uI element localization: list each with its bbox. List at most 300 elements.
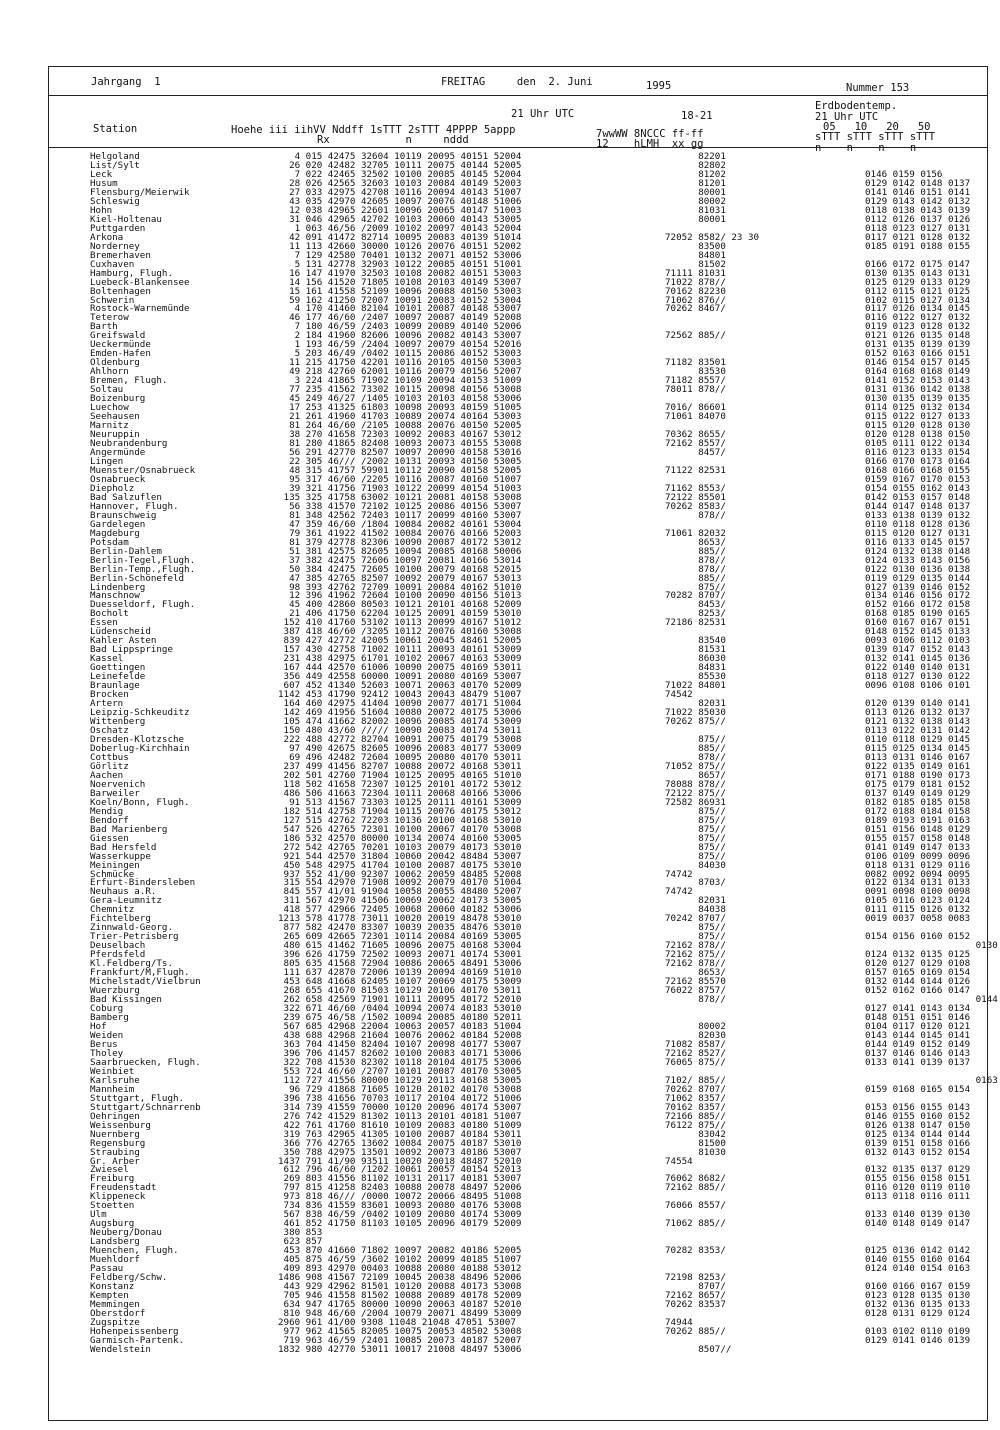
station-values: 142 469 41956 51604 10080 20072 40175 53006 — [278, 707, 522, 719]
station-values: 45 400 42860 80503 10121 20101 40168 52009 — [278, 599, 522, 611]
table-row — [90, 591, 980, 600]
station-name: Husum — [90, 177, 118, 189]
station-values: 319 763 42965 41305 10100 20087 40184 53011 — [278, 1128, 522, 1140]
soil-temperatures: 0117 0121 0128 0132 — [865, 231, 971, 243]
soil-temperatures: 0118 0138 0143 0139 — [865, 204, 971, 216]
station-values: 380 853 — [278, 1227, 323, 1239]
station-name: Weinbiet — [90, 1065, 135, 1077]
station-weather: 80001 — [665, 186, 726, 198]
table-row — [90, 421, 980, 430]
station-weather: 76062 8682/ — [665, 1173, 726, 1185]
station-weather: 76065 875// — [665, 1056, 726, 1068]
date-label: FREITAG den 2. Juni — [441, 76, 593, 88]
soil-temperatures: 0172 0188 0184 0158 — [865, 805, 971, 817]
soil-temperatures: 0182 0185 0185 0158 — [865, 796, 971, 808]
soil-temperatures: 0121 0126 0135 0148 — [865, 330, 971, 342]
station-values: 112 727 41556 80000 10129 20113 40168 53005 — [278, 1074, 522, 1086]
station-values: 37 382 42475 72606 10097 20081 40166 53014 — [278, 554, 522, 566]
station-values: 396 706 41457 82602 10100 20083 40171 53006 — [278, 1047, 522, 1059]
station-values: 164 460 42975 41404 10090 20077 40171 51004 — [278, 698, 522, 710]
soil-temperatures: 0122 0135 0149 0161 — [865, 760, 971, 772]
station-weather: 878// — [665, 554, 726, 566]
header-separator-bottom — [49, 147, 987, 148]
station-values: 272 542 42765 70201 10103 20079 40173 53010 — [278, 841, 522, 853]
station-values: 350 788 42975 13501 10092 20073 40186 53007 — [278, 1146, 522, 1158]
table-row — [90, 1192, 980, 1201]
station-values: 805 635 41568 72904 10086 20065 48491 53006 — [278, 958, 522, 970]
station-values: 422 761 41760 81610 10109 20083 40180 51009 — [278, 1119, 522, 1131]
table-row — [90, 349, 980, 358]
table-row — [90, 565, 980, 574]
station-name: Hamburg, Flugh. — [90, 267, 173, 279]
station-weather: 878// — [665, 994, 726, 1006]
station-name: Teterow — [90, 312, 129, 324]
station-values: 59 162 41250 72007 10091 20083 40152 53004 — [278, 294, 522, 306]
station-values: 11 215 41750 42201 10116 20105 40150 53003 — [278, 357, 522, 369]
station-name: Dresden-Klotzsche — [90, 733, 185, 745]
table-row — [90, 1094, 980, 1103]
station-weather: 8707/ — [665, 1281, 726, 1293]
station-name: Schleswig — [90, 195, 140, 207]
station-values: 553 724 46/60 /2707 10101 20087 40170 53005 — [278, 1065, 522, 1077]
station-values: 396 626 41759 72502 10093 20071 40174 53001 — [278, 949, 522, 961]
station-heading: Station — [93, 123, 138, 135]
table-row — [90, 260, 980, 269]
station-weather: 70282 8353/ — [665, 1245, 726, 1257]
station-weather: 81502 — [665, 258, 726, 270]
soil-temperatures: 0082 0092 0094 0095 — [865, 868, 971, 880]
station-name: Chemnitz — [90, 904, 135, 916]
station-weather: 875// — [665, 805, 726, 817]
station-name: Braunlage — [90, 680, 140, 692]
station-weather: 885// — [665, 742, 726, 754]
station-name: Hohenpeissenberg — [90, 1325, 179, 1337]
station-name: Boltenhagen — [90, 285, 151, 297]
station-weather: 71062 885// — [665, 1218, 726, 1230]
soil-temperatures: 0168 0166 0168 0155 — [865, 464, 971, 476]
station-values: 15 161 41558 52109 10096 20088 40150 53003 — [278, 285, 522, 297]
soil-temperatures: 0119 0129 0135 0144 — [865, 572, 971, 584]
station-values: 567 685 42968 22004 10063 20057 40183 51004 — [278, 1020, 522, 1032]
table-row — [90, 878, 980, 887]
soil-temperatures: 0105 0111 0122 0134 — [865, 438, 971, 449]
station-weather: 82030 — [665, 1029, 726, 1041]
station-name: Bad Hersfeld — [90, 841, 157, 853]
station-values: 1832 980 42770 53011 10017 21008 48497 53006 — [278, 1343, 522, 1355]
station-weather: 885// — [665, 545, 726, 557]
soil-temperatures: 0171 0188 0190 0173 — [865, 769, 971, 781]
station-name: Memmingen — [90, 1299, 140, 1310]
station-name: Berlin-Schönefeld — [90, 572, 185, 584]
soil-temperatures: 0129 0141 0146 0139 — [865, 1334, 971, 1346]
station-values: 461 852 41750 81103 10105 20096 40179 52009 — [278, 1218, 522, 1230]
station-values: 69 496 42482 72604 10095 20080 40170 53011 — [278, 751, 522, 763]
table-row — [90, 484, 980, 493]
table-row — [90, 986, 980, 995]
station-name: Tholey — [90, 1047, 124, 1059]
soil-temperatures: 0131 0135 0139 0139 — [865, 339, 971, 351]
soil-temperatures: 0131 0136 0142 0138 — [865, 384, 971, 396]
station-values: 49 218 42760 62001 10116 20079 40156 52007 — [278, 366, 522, 378]
station-values: 845 557 41/01 91904 10058 20055 48480 52007 — [278, 886, 522, 898]
soil-temperatures: 0103 0102 0110 0109 — [865, 1325, 971, 1337]
erdboden-n: n n n n — [815, 142, 917, 154]
station-weather: 72198 8253/ — [665, 1272, 726, 1284]
table-row — [90, 932, 980, 941]
station-name: Leipzig-Schkeuditz — [90, 707, 190, 719]
station-name: Greifswald — [90, 330, 146, 342]
station-name: Magdeburg — [90, 527, 140, 539]
station-name: Koeln/Bonn, Flugh. — [90, 796, 190, 808]
soil-temperatures: 0116 0120 0119 0110 — [865, 1182, 971, 1194]
table-row — [90, 511, 980, 520]
station-values: 877 582 42470 83307 10039 20035 48476 53010 — [278, 922, 522, 934]
table-row — [90, 1264, 980, 1273]
table-row — [90, 870, 980, 879]
table-row — [90, 663, 980, 672]
station-name: Stuttgart, Flugh. — [90, 1092, 185, 1104]
table-row — [90, 1219, 980, 1228]
table-row — [90, 977, 980, 986]
weather-report-page — [48, 66, 998, 1421]
station-weather: 72166 885// — [665, 1110, 726, 1122]
table-row — [90, 825, 980, 834]
station-name: Schwerin — [90, 294, 135, 306]
station-name: Barth — [90, 321, 118, 333]
station-name: Bad Salzuflen — [90, 491, 162, 503]
station-weather: 72562 885// — [665, 330, 726, 342]
soil-temperatures: 0122 0140 0140 0131 — [865, 662, 971, 674]
table-row — [90, 430, 980, 439]
soil-temperatures: 0128 0131 0129 0124 — [865, 1307, 971, 1319]
station-weather: 71082 8587/ — [665, 1038, 726, 1050]
soil-temperatures: 0116 0133 0145 0157 — [865, 536, 971, 548]
soil-temperatures: 0019 0037 0058 0083 — [865, 913, 971, 925]
station-values: 81 379 42778 82306 10090 20087 40172 53012 — [278, 536, 522, 548]
station-weather: 84831 — [665, 662, 726, 674]
station-values: 921 544 42570 31804 10060 20042 48484 53007 — [278, 850, 522, 862]
header-separator-top — [49, 95, 987, 96]
station-name: Freudenstadt — [90, 1182, 157, 1194]
year-label: 1995 — [646, 80, 672, 92]
station-name: Boizenburg — [90, 393, 146, 405]
station-weather: 71182 83501 — [665, 357, 726, 369]
station-name: Lüdenscheid — [90, 626, 151, 638]
table-row — [90, 1174, 980, 1183]
soil-temperatures: 0152 0162 0166 0147 — [865, 985, 971, 997]
station-weather: 70162 8357/ — [665, 1101, 726, 1113]
soil-temperatures: 0102 0115 0127 0134 — [865, 294, 971, 306]
soil-temperatures: 0125 0136 0142 0142 — [865, 1245, 971, 1257]
table-row — [90, 269, 980, 278]
station-weather: 70262 83537 — [665, 1299, 726, 1310]
station-name: Ueckermünde — [90, 339, 151, 351]
table-row — [90, 251, 980, 260]
station-values: 56 338 41570 72102 10125 20086 40156 53007 — [278, 500, 522, 512]
table-row — [90, 1228, 980, 1237]
table-row — [90, 600, 980, 609]
station-weather: 82802 — [665, 159, 726, 171]
table-row — [90, 1309, 980, 1318]
station-weather: 71062 876// — [665, 294, 726, 306]
station-weather: 72186 82531 — [665, 617, 726, 629]
station-values: 12 038 42965 22601 10096 20065 40147 51003 — [278, 204, 522, 216]
table-row — [90, 887, 980, 896]
station-values: 81 280 41865 82408 10093 20073 40155 53008 — [278, 438, 522, 449]
station-name: Trier-Petrisberg — [90, 931, 179, 943]
soil-temperatures: 0154 0155 0162 0143 — [865, 482, 971, 494]
table-row — [90, 394, 980, 403]
table-row — [90, 296, 980, 305]
soil-temperatures: 0096 0108 0106 0101 — [865, 680, 971, 692]
soil-temperatures: 0185 0191 0188 0155 — [865, 240, 971, 252]
station-name: Neuruppin — [90, 429, 140, 441]
station-weather: 72052 8582/ 23 30 — [665, 231, 760, 243]
station-values: 16 147 41970 32503 10108 20082 40151 53003 — [278, 267, 522, 279]
table-row — [90, 726, 980, 735]
soil-temperatures: 0152 0163 0166 0151 — [865, 348, 971, 360]
station-name: Rostock-Warnemünde — [90, 303, 190, 315]
station-values: 118 502 41658 72307 10125 20101 40172 53012 — [278, 778, 522, 790]
soil-temperatures: 0144 0149 0152 0149 — [865, 1038, 971, 1050]
table-row — [90, 475, 980, 484]
soil-temperatures: 0120 0127 0129 0108 — [865, 958, 971, 970]
table-row — [90, 493, 980, 502]
soil-temperatures: 0142 0153 0157 0148 — [865, 491, 971, 503]
soil-temperatures: 0159 0168 0165 0154 — [865, 1083, 971, 1095]
soil-temperatures: 0118 0131 0129 0116 — [865, 859, 971, 871]
station-weather: 71061 82032 — [665, 527, 726, 539]
table-row — [90, 1121, 980, 1130]
station-values: 135 325 41758 63002 10121 20081 40158 53008 — [278, 491, 522, 503]
station-values: 81 348 42562 72403 10117 20099 40160 53007 — [278, 509, 522, 521]
table-row — [90, 215, 980, 224]
soil-temperatures: 0129 0142 0148 0137 — [865, 177, 971, 189]
station-values: 705 946 41558 81502 10088 20089 40178 52009 — [278, 1290, 522, 1302]
soil-temperatures: 0175 0179 0181 0152 — [865, 778, 971, 790]
station-weather: 72122 875// — [665, 787, 726, 799]
station-weather: 7102/ 885// — [665, 1074, 726, 1086]
table-row — [90, 1291, 980, 1300]
table-row — [90, 331, 980, 340]
table-row — [90, 1067, 980, 1076]
station-name: Hof — [90, 1020, 107, 1032]
soil-temperatures: 0116 0122 0127 0132 — [865, 312, 971, 324]
station-name: Görlitz — [90, 760, 129, 772]
soil-temperatures: 0146 0154 0157 0145 — [865, 357, 971, 369]
table-row — [90, 843, 980, 852]
station-name: Neuberg/Donau — [90, 1227, 162, 1239]
station-values: 438 688 42968 21604 10076 20062 40184 52008 — [278, 1029, 522, 1041]
table-row — [90, 852, 980, 861]
station-values: 322 671 46/60 /0404 10094 20074 40183 53010 — [278, 1003, 522, 1015]
station-name: Klippeneck — [90, 1191, 146, 1203]
table-row — [90, 708, 980, 717]
soil-temperatures: 0137 0149 0149 0129 — [865, 787, 971, 799]
station-weather: 74542 — [665, 689, 693, 701]
table-row — [90, 556, 980, 565]
station-name: Ulm — [90, 1209, 107, 1221]
station-weather: 71182 8557/ — [665, 375, 726, 387]
table-row — [90, 789, 980, 798]
station-values: 547 526 42765 72301 10100 20067 40170 53008 — [278, 823, 522, 835]
station-weather: 70262 8707/ — [665, 1083, 726, 1095]
table-row — [90, 1157, 980, 1166]
table-row — [90, 627, 980, 636]
station-values: 77 235 41562 73302 10115 20098 40156 53008 — [278, 384, 522, 396]
table-row — [90, 762, 980, 771]
table-row — [90, 322, 980, 331]
soil-temperatures: 0144 — [865, 994, 998, 1006]
station-name: Saarbruecken, Flugh. — [90, 1056, 201, 1068]
station-weather: 72162 885// — [665, 1182, 726, 1194]
station-values: 1213 578 41778 73011 10020 20019 48478 53010 — [278, 913, 522, 925]
soil-temperatures: 0116 0123 0133 0154 — [865, 446, 971, 458]
table-row — [90, 1130, 980, 1139]
station-values: 56 291 42770 82507 10097 20090 40158 53016 — [278, 446, 522, 458]
station-values: 12 396 41962 72604 10100 20090 40156 51013 — [278, 590, 522, 602]
soil-temperatures: 0151 0156 0148 0129 — [865, 823, 971, 835]
station-weather: 71122 82531 — [665, 464, 726, 476]
soil-temperatures: 0130 0135 0143 0131 — [865, 267, 971, 279]
station-name: Gardelegen — [90, 518, 146, 530]
station-name: Nuernberg — [90, 1128, 140, 1140]
soil-temperatures: 0132 0136 0135 0133 — [865, 1299, 971, 1310]
soil-temperatures: 0110 0118 0129 0145 — [865, 733, 971, 745]
station-values: 315 554 42970 71908 10092 20079 40170 51004 — [278, 877, 522, 889]
soil-temperatures: 0140 0148 0149 0147 — [865, 1218, 971, 1230]
station-name: Doberlug-Kirchhain — [90, 742, 190, 754]
station-weather: 70262 885// — [665, 1325, 726, 1337]
table-row — [90, 1040, 980, 1049]
table-row — [90, 1031, 980, 1040]
station-name: Brocken — [90, 689, 129, 701]
station-values: 91 513 41567 73303 10125 20111 40161 53009 — [278, 796, 522, 808]
soil-temperatures: 0141 0149 0147 0133 — [865, 841, 971, 853]
table-row — [90, 834, 980, 843]
station-name: Deuselbach — [90, 940, 146, 952]
station-values: 39 321 41756 71903 10122 20099 40154 51003 — [278, 482, 522, 494]
station-weather: 74554 — [665, 1155, 693, 1167]
station-values: 409 893 42970 00403 10088 20080 40188 53012 — [278, 1263, 522, 1275]
soil-temperatures: 0124 0132 0135 0125 — [865, 949, 971, 961]
station-name: Landsberg — [90, 1236, 140, 1248]
station-weather: 76122 875// — [665, 1119, 726, 1131]
table-row — [90, 672, 980, 681]
station-values: 105 474 41662 82002 10096 20085 40174 53009 — [278, 716, 522, 728]
station-weather: 84038 — [665, 904, 726, 916]
soil-temperatures: 0124 0132 0138 0148 — [865, 545, 971, 557]
station-values: 797 815 41258 82403 10088 20078 48497 52006 — [278, 1182, 522, 1194]
table-row — [90, 529, 980, 538]
station-values: 202 501 42760 71904 10125 20095 40165 51010 — [278, 769, 522, 781]
station-values: 47 359 46/60 /1804 10084 20082 40161 53004 — [278, 518, 522, 530]
station-values: 14 156 41520 71805 10108 20103 40149 53007 — [278, 276, 522, 288]
table-row — [90, 940, 998, 952]
station-weather: 71022 878// — [665, 276, 726, 288]
table-row — [90, 798, 980, 807]
soil-temperatures: 0160 0167 0167 0151 — [865, 617, 971, 629]
station-values: 366 776 42765 13602 10084 20075 40187 53010 — [278, 1137, 522, 1149]
station-name: Kl.Feldberg/Ts. — [90, 958, 173, 970]
station-name: Kempten — [90, 1290, 129, 1302]
station-weather: 71162 8553/ — [665, 482, 726, 494]
station-weather: 82201 — [665, 151, 726, 162]
station-name: Bremerhaven — [90, 249, 151, 261]
station-name: Bremen, Flugh. — [90, 375, 168, 387]
table-row — [90, 466, 980, 475]
station-values: 45 249 46/27 /1405 10103 20103 40158 53006 — [278, 393, 522, 405]
station-values: 607 452 41340 52603 10071 20063 40170 52009 — [278, 680, 522, 692]
table-row — [90, 1085, 980, 1094]
station-values: 152 410 41760 53102 10113 20099 40167 51012 — [278, 617, 522, 629]
station-values: 111 637 42870 72006 10139 20094 40169 51010 — [278, 967, 522, 979]
table-row — [90, 699, 980, 708]
station-values: 27 033 42975 42708 10116 20094 40143 51007 — [278, 186, 522, 198]
station-values: 51 381 42575 82605 10094 20085 40168 50006 — [278, 545, 522, 557]
station-name: Hannover, Flugh. — [90, 500, 179, 512]
station-values: 31 046 42965 42702 10103 20060 40143 53005 — [278, 213, 522, 225]
station-name: Garmisch-Partenk. — [90, 1334, 185, 1346]
table-row — [90, 681, 980, 690]
station-weather: 8453/ — [665, 599, 726, 611]
erdboden-codes: sTTT sTTT sTTT sTTT — [815, 131, 936, 143]
station-weather: 8657/ — [665, 769, 726, 781]
station-values: 231 438 42975 61701 10102 20067 40163 53009 — [278, 653, 522, 665]
station-values: 21 406 41750 62204 10125 20091 40159 53010 — [278, 608, 522, 620]
station-name: Frankfurt/M,Flugh. — [90, 967, 190, 979]
station-table — [90, 151, 998, 1355]
table-row — [90, 1112, 980, 1121]
station-values: 719 963 46/59 /2401 10085 20073 40187 52007 — [278, 1334, 522, 1346]
station-name: Kahler Asten — [90, 635, 157, 647]
station-values: 239 675 46/58 /1502 10094 20085 40180 52011 — [278, 1012, 522, 1023]
station-weather: 875// — [665, 733, 726, 745]
station-weather: 76022 8757/ — [665, 985, 726, 997]
soil-temperatures: 0115 0120 0128 0130 — [865, 420, 971, 432]
station-values: 268 655 41670 81503 10129 20106 40170 53011 — [278, 985, 522, 997]
station-weather: 81031 — [665, 204, 726, 216]
station-weather: 8507// — [665, 1343, 732, 1355]
table-row — [90, 547, 980, 556]
station-name: Arkona — [90, 231, 124, 243]
station-name: Angermünde — [90, 446, 146, 458]
soil-temperatures: 0139 0151 0158 0166 — [865, 1137, 971, 1149]
station-values: 450 548 42975 41704 10100 20087 40175 53010 — [278, 859, 522, 871]
table-row — [90, 636, 980, 645]
soil-temperatures: 0155 0157 0158 0148 — [865, 832, 971, 844]
soil-temperatures: 0137 0146 0146 0143 — [865, 1047, 971, 1059]
station-name: Leck — [90, 168, 113, 180]
table-row — [90, 197, 980, 206]
station-values: 222 488 42772 82704 10091 20075 40179 53008 — [278, 733, 522, 745]
table-row — [90, 1300, 980, 1309]
table-row — [90, 1183, 980, 1192]
table-row — [90, 1022, 980, 1031]
station-weather: 70282 8707/ — [665, 590, 726, 602]
code-heading-2: Rx n nddd — [317, 134, 469, 146]
station-weather: 71022 85030 — [665, 707, 726, 719]
station-weather: 72162 8657/ — [665, 1290, 726, 1302]
station-name: Stoetten — [90, 1200, 135, 1212]
table-row — [90, 735, 980, 744]
station-weather: 82031 — [665, 698, 726, 710]
table-row — [90, 152, 980, 161]
soil-temperatures: 0124 0133 0143 0156 — [865, 554, 971, 566]
station-values: 167 444 42570 61006 10090 20075 40169 53011 — [278, 662, 522, 674]
soil-temperatures: 0121 0132 0138 0143 — [865, 716, 971, 728]
soil-temperatures: 0118 0123 0127 0131 — [865, 222, 971, 234]
